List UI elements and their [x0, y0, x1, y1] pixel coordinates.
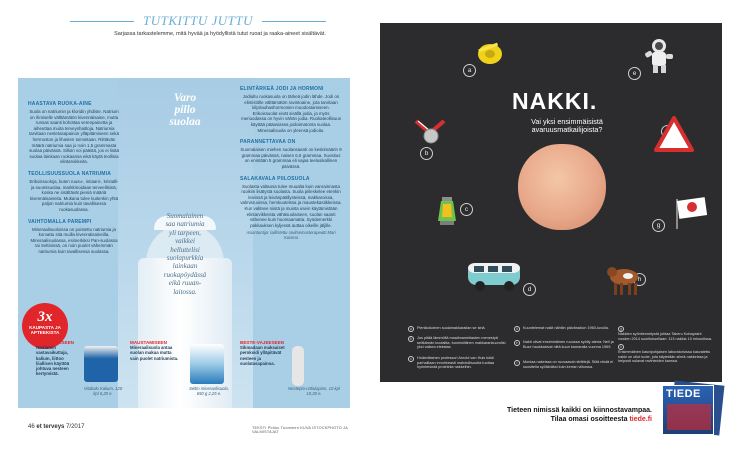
answer-marker: a — [408, 326, 414, 332]
answer-text: Nakkien syöntienmitystä johtaa Takeru Kobayashi vuoden 2014 suorituksellaan: 113 nakkia 10 minuutissa. — [618, 332, 713, 341]
product-heading: MAUSTAMISEEN — [130, 340, 167, 345]
marker-h: h — [633, 273, 646, 286]
column-text: Suola on natriumin ja kloridin yhdiste. Natrium on ihmiselle välttämätön kivennäisaine, mutta runsas saanti kohottaa verenpainetta ja aiheuttaa muita terveyshaittoja. Natriumia tarvitaan nestetasapainon ylläpitämiseen sekä hermoston ja lihasten toimintaan. Riittävän määrä natriumia saa jo noin 1,5 grammasta suolaa päivässä. Silloin voi päästä, jos ei lisää suolaa lainkaan ruokaansa eikä käytä teollisia elintarvikkeita. — [29, 109, 119, 165]
tape-measure-icon — [476, 40, 504, 66]
column-text: Jodiultu ruokasuola on tärkeä jodin lähde. Jodi on elimistölle välttämätön ravintoaine, jota tarvitaan kilpirauhashormonien muodostamiseen. Erikoissuolat eivät sisällä jodia, ja myös meriuodassa on hyvin vähän jodia. Ruokateollisuus käyttää pääasiassa jodioimatonta suolaa. Mineraalisuola on yleensä jodioitu. — [241, 94, 341, 133]
section-rule-left — [70, 21, 134, 22]
magazine-stack — [658, 383, 724, 435]
sausage-slice-icon — [518, 144, 606, 230]
answer-marker: d — [514, 326, 520, 332]
magazine-cover-image — [667, 404, 711, 430]
product-caption: Seltin mineraalisuola, 650 g 2,25 e. — [189, 386, 229, 396]
column-heading: TEOLLISUUSSUOLA NATRIUMIA — [28, 170, 112, 177]
kalium-package-icon — [84, 346, 118, 382]
answer-marker: g — [618, 326, 624, 332]
magazine-cover-front — [662, 385, 714, 435]
quote-line: suolapurkkia — [166, 254, 204, 263]
column-text: Mineraalisuoloissa on poistettu natriumia ja korvattu sitä muilla kivennäisaineilla. Mineraalisuolassa, esimerkiksi Pan-suolassa tai Seltinissä, on noin puolet vähemmän natriumia kuin tavallisessa suolassa. — [30, 226, 118, 254]
column-heading: SALAKAVALA PIILOSUOLA — [240, 175, 310, 182]
left-text-column — [28, 95, 120, 254]
answers-panel — [380, 320, 722, 382]
magazine-name: et terveys — [36, 424, 65, 430]
headline — [150, 92, 220, 128]
answer-item — [618, 326, 722, 341]
medal-icon — [414, 119, 448, 145]
answer-marker: e — [514, 340, 520, 346]
column-heading: VAIHTOMALLA PAREMPI — [28, 218, 92, 225]
quote-line: eikä ruuan- — [168, 279, 202, 288]
right-text-column — [240, 80, 342, 240]
warning-sign-icon — [654, 116, 694, 152]
answer-text: Pienikokoinen suolamakkaraitan se sinä. — [417, 326, 486, 330]
answer-item — [618, 344, 722, 364]
column-heading: PARANNETTAVAA ON — [240, 139, 296, 146]
marker-g: g — [652, 219, 665, 232]
answer-item — [514, 340, 619, 349]
answer-text: Nakit olivat ensimmäinen ruoussa syötiy ateria: Neil ja Buzz haukkasivat niitä kuun kamaralla vuonna 1969. — [523, 340, 614, 349]
section-title: TUTKITTU JUTTU — [143, 13, 253, 28]
promo-line: Tieteen nimissä kaikki on kiinnostavampaa. — [507, 407, 652, 414]
nakki-title: NAKKI. — [512, 88, 598, 114]
answer-text: Moniaa nakeissa on ruuvaavat nitriittejä. Siitä niistä ei suositella syötäväksi kuin kerran viikossa. — [523, 360, 614, 369]
product-item — [240, 340, 288, 366]
column-heading: ELINTÄRKEÄ JODI JA HORMONI — [240, 86, 324, 92]
badge-label: APTEEKISTA — [30, 330, 60, 335]
headline-line: pillo — [174, 104, 196, 116]
product-heading: BESTE-VAJEESEEN — [240, 340, 285, 345]
section-rule-right — [262, 21, 326, 22]
quote-line: ruokapöydässä — [163, 270, 207, 279]
answer-marker: c — [408, 356, 414, 362]
answer-text: Ensimmäinen kasvipohjaisen laboratoriossa kasvatettu nakki on ollut tuote, jota käytetään silmä-nakkeissa ja helposti sulavat ravinteiden kanssa. — [618, 350, 711, 364]
marker-a: a — [463, 64, 476, 77]
photo-credit: TEKSTI Pirkko Tuominen KUVA ISTOCKPHOTO JA VALMISTAJAT — [252, 426, 348, 434]
marker-c: c — [460, 203, 473, 216]
marker-d: d — [523, 283, 536, 296]
magazine-title: TIEDE — [666, 388, 701, 400]
quote-line: helluttelisi — [170, 245, 200, 254]
answer-marker: h — [618, 344, 624, 350]
column-text: Suolasta valtaosa tulee muualta kuin vanrainnasta ruoikiin lisätystä suolasta. Suola piileskelee etenkin leivissä ja leivänpäällysteissä, makkaroissa, valmisruoissa, hemkuutelssa ja maustekastikkeissa. Kun valitsee niistä ja muista usein käytämistään elintarvikkeista vähäsuolaiseen, suolan saanti vähenee kuin huomaamatta. Syödemerkki pakkauksen kyljessä auttaa oikeille jäljille. — [240, 183, 342, 228]
answer-marker: f — [514, 360, 520, 366]
right-page — [370, 0, 740, 450]
product-text: Natriumin vastavaikuttaja, kalium, liittoo liiallisen käyttöä johtuva nesteen kertymistä. — [36, 345, 70, 377]
quote-line: yli tarpeen, — [169, 228, 201, 237]
product-strip — [18, 340, 350, 410]
flag-icon — [674, 197, 708, 229]
quote-line: Suomalainen — [166, 212, 204, 220]
product-text: Sikmadaan maksaiset peroksidi ylläpitävät nesteen ja suolatasapainoa. — [240, 345, 285, 366]
issue-number: 7/2017 — [66, 424, 85, 430]
mineral-salt-package-icon — [190, 344, 224, 384]
product-item — [130, 340, 180, 361]
answer-text: Hollantilainen professori Arnold van Huis tutkii parhaillaan innohkeasti mahdollisuutta tuottaa hyönteisistä proteiinia nakkeihin. — [417, 356, 495, 370]
van-icon — [466, 259, 522, 293]
answer-item — [408, 356, 513, 370]
column-text: Suomalaisen miehen suolansaanti on keskimäärin 9 grammaa päivässä, naisen 6,5 grammaa. Suositus on enintään 5 grammaa eli vajaa teelusikallinen päivässä. — [240, 147, 342, 169]
spray-bottle-icon — [292, 346, 304, 386]
answer-item — [514, 326, 619, 332]
expert-signature: Asiantuntija: laillistettu ravitsemusterapeutti Mari Kuisma — [246, 230, 336, 241]
promo-line-2: Tilaa omasi osoitteesta — [550, 415, 628, 423]
column-text: Erikoissuoloja, kuten ruusu-, intiaani-, kristalli- ja suomisuolaa, markkinoidaan terveellisinä, koska ne sisältävät pieniä määriä kivennäisaineita. Mukana tulee kuitenkin yhtä paljon natriumia kuin tavallisessa ruokasuolassa. — [29, 178, 119, 212]
answer-text: Jos pitää lämmöllä maailmanmitasten menestyä seitkämän kuolaitta, tuomioiltiinen makkarankuorolisi yksi vaikea elekstas. — [417, 336, 506, 350]
quote-line: saa natriumia — [165, 220, 205, 229]
answer-item — [514, 360, 619, 369]
page-footer — [28, 424, 84, 430]
quote-line: laitossa. — [173, 287, 197, 296]
product-text: Mineraalisuola antaa suolan makua mutta vain puolet natriumista. — [130, 345, 179, 361]
marker-e: e — [628, 67, 641, 80]
quote-line: lainkaan — [172, 262, 198, 271]
badge-label: KAUPASTA JA — [29, 325, 61, 330]
headline-line: Varo — [173, 92, 197, 104]
product-caption: Vitabalo Kalium, 120 kpl 6,20 e. — [83, 386, 123, 396]
answer-item — [408, 326, 513, 332]
product-item — [36, 340, 80, 377]
intro-text: Sarjassa tarkastelemme, mitä hyvää ja hyödyllistä tutut ruoat ja raaka-aineet sisältävät. — [114, 31, 326, 37]
promo-line — [466, 416, 652, 425]
promo-link[interactable]: tiede.fi — [629, 415, 652, 423]
headline-line: suolaa — [169, 116, 201, 128]
astronaut-icon — [642, 38, 674, 74]
marker-b: b — [420, 147, 433, 160]
quote-line: vaikkei — [175, 237, 195, 246]
column-heading: HAASTAVA RUOKA-AINE — [28, 101, 92, 107]
subscription-promo — [466, 407, 652, 424]
bottle-quote — [142, 212, 228, 296]
answer-item — [408, 336, 513, 350]
product-heading: TURVOTUKSEEN — [36, 340, 74, 345]
answer-text: Kuuntelemat nakit nähtiin päiväradion 1960-luvulla. — [523, 326, 609, 330]
cow-icon — [606, 261, 642, 297]
answer-marker: b — [408, 336, 414, 342]
badge-count: 3x — [37, 309, 53, 325]
nakki-subtitle: Vai yksi ensimmäisistä avaruusmatkailijoista? — [531, 117, 603, 135]
page-number: 46 — [28, 424, 35, 430]
lamp-icon — [436, 195, 458, 227]
product-caption: Nestepto-nittiulapinn, 10 kpl 10,30 e. — [288, 386, 340, 396]
